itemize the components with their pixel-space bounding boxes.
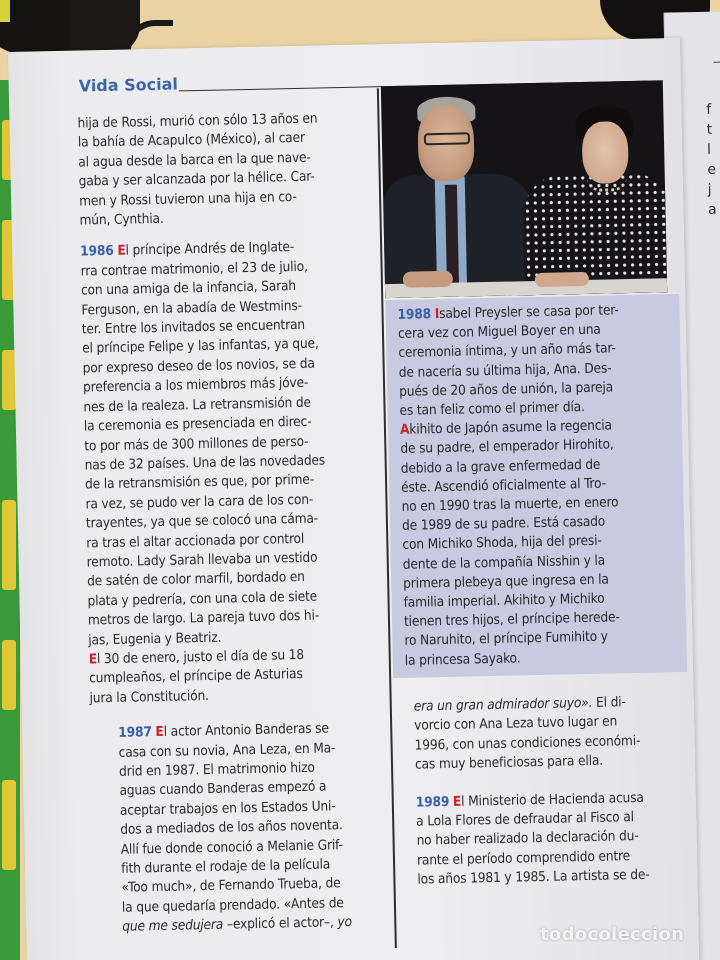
- next-page-fragment: e: [707, 161, 717, 178]
- text-line: ra tras el altar accionada por control: [86, 530, 305, 551]
- next-page-fragment: j: [707, 181, 712, 198]
- photo-preysler-boyer: [381, 80, 667, 298]
- text-line: casa con su novia, Ana Leza, en Ma-: [118, 739, 336, 761]
- photo-figure: [424, 132, 470, 145]
- text-line: no haber realizado la declaración du-: [416, 828, 639, 850]
- text-line: con Michiko Shoda, hija del presi-: [402, 533, 602, 554]
- text-line: [122, 912, 390, 937]
- text-line: familia imperial. Akihito y Michiko: [403, 590, 605, 611]
- italic-quote: era un gran admirador suyo».: [413, 694, 593, 715]
- entry-1989: [416, 787, 694, 890]
- caption-text: [397, 300, 679, 671]
- text-line: dos a mediados de los años noventa.: [120, 817, 343, 839]
- entry-1986: [80, 237, 386, 709]
- section-title: Vida Social: [78, 74, 179, 96]
- background-shape: [2, 780, 16, 870]
- dropcap: E: [117, 243, 126, 260]
- background-shape: [0, 0, 10, 22]
- text-line: «Too much», de Fernando Trueba, de: [121, 875, 341, 897]
- next-page-fragment: t: [706, 121, 713, 138]
- text-line: rra contrae matrimonio, el 23 de julio,: [80, 258, 308, 280]
- text-line: cumpleaños, el príncipe de Asturias: [88, 666, 303, 687]
- next-page-fragment: l: [706, 141, 712, 158]
- text-span: El di-: [592, 694, 626, 711]
- text-line: de nacería su última hija, Ana. Des-: [398, 360, 612, 381]
- dropcap: A: [399, 421, 410, 439]
- text-line: aguas cuando Banderas empezó a: [119, 778, 327, 800]
- text-line: Ferguson, en la abadía de Westmins-: [81, 297, 303, 319]
- text-line: de satén de color marfil, bordado en: [86, 569, 305, 590]
- text-line: por expreso deseo de los novios, se da: [82, 355, 315, 377]
- text-line: tienen tres hijos, el príncipe herede-: [403, 609, 620, 631]
- text-span: kihito de Japón asume la regencia: [409, 417, 613, 438]
- text-line: con una amiga de la infancia, Sarah: [80, 278, 297, 299]
- text-line: de la retransmisión es que, por prime-: [84, 472, 315, 493]
- text-span: sabel Preysler se casa por ter-: [438, 302, 619, 323]
- text-line: jura la Constitución.: [89, 687, 210, 707]
- text-line: la ceremonia es presenciada en direc-: [83, 413, 312, 435]
- year-label: 1988: [397, 306, 432, 323]
- text-line: la princesa Sayako.: [404, 650, 521, 669]
- year-label: 1987: [118, 724, 152, 742]
- entry-1987: [90, 718, 390, 938]
- text-line: mún, Cynthia.: [79, 210, 164, 229]
- text-line: Allí fue donde conoció a Melanie Grif-: [120, 836, 343, 858]
- text-line: la que quedaría prendado. «Antes de: [121, 895, 344, 916]
- dropcap: E: [452, 793, 462, 810]
- left-column: [77, 108, 390, 950]
- text-line: aceptar trabajos en los Estados Uni-: [119, 798, 336, 819]
- text-span: l 30 de enero, justo el día de su 18: [96, 646, 305, 668]
- photo-figure: [582, 121, 629, 184]
- text-line: drid en 1987. El matrimonio hizo: [118, 759, 315, 780]
- text-line: fith durante el rodaje de la película: [120, 856, 331, 877]
- text-line: vorcio con Ana Leza tuvo lugar en: [414, 713, 618, 735]
- text-line: el príncipe Felipe y las infantas, ya que,: [82, 336, 319, 357]
- text-line: rante el período comprendido entre: [416, 847, 631, 869]
- text-line: cera vez con Miguel Boyer en una: [397, 321, 601, 343]
- text-line: de su padre, el emperador Hirohito,: [400, 436, 614, 458]
- text-line: éste. Ascendió oficialmente al Tro-: [401, 475, 607, 496]
- text-line: hija de Rossi, murió con sólo 13 años en: [77, 110, 318, 132]
- text-line: la bahía de Acapulco (México), al caer: [77, 130, 305, 151]
- text-line: remoto. Lady Sarah llevaba un vestido: [86, 549, 318, 571]
- year-label: 1986: [80, 243, 114, 260]
- text-line: nas de 32 países. Una de las novedades: [84, 452, 326, 474]
- text-line: a Lola Flores de defraudar al Fisco al: [416, 809, 635, 830]
- italic-quote: que me sedujera: [122, 916, 224, 936]
- text-line: de 1989 de su padre. Está casado: [401, 513, 606, 535]
- magazine-page: [8, 38, 700, 960]
- photo-figure: [535, 272, 589, 287]
- text-span: l Ministerio de Hacienda acusa: [461, 789, 644, 810]
- text-line: ro Naruhito, el príncipe Fumihito y: [404, 629, 608, 650]
- text-line: men y Rossi tuvieron una hija en co-: [78, 188, 297, 210]
- text-line: nes de la realeza. La retransmisión de: [83, 394, 312, 416]
- dropcap: E: [88, 651, 98, 668]
- text-line: plata y pedrería, con una cola de siete: [87, 588, 318, 610]
- dropcap: I: [434, 306, 440, 323]
- text-line: primera plebeya que ingresa en la: [403, 571, 609, 592]
- italic-quote: yo: [337, 914, 352, 931]
- next-page-rule: [713, 61, 720, 62]
- text-line: preferencia a los miembros más jóve-: [82, 375, 309, 396]
- text-line: to por más de 300 millones de perso-: [84, 433, 309, 454]
- text-line: es tan feliz como el primer día.: [399, 399, 585, 419]
- text-line: al agua desde la barca en la que nave-: [78, 149, 311, 171]
- text-span: –explicó el actor–,: [223, 914, 338, 933]
- photo-figure: [403, 271, 453, 288]
- text-line: dente de la compañía Nisshin y la: [402, 552, 606, 573]
- right-column-bottom: [414, 692, 694, 902]
- paragraph-continuation: [77, 108, 375, 231]
- text-line: los años 1981 y 1985. La artista se de-: [417, 866, 650, 888]
- text-line: ceremonia íntima, y un año más tar-: [398, 340, 616, 362]
- next-page-fragment: f: [706, 101, 712, 118]
- dropcap: E: [155, 724, 164, 741]
- text-line: debido a la grave enfermedad de: [400, 456, 601, 477]
- text-line: ter. Entre los invitados se encuentran: [81, 316, 306, 338]
- watermark: todocoleccion: [540, 924, 685, 945]
- text-line: pués de 20 años de unión, la pareja: [399, 379, 614, 400]
- text-line: cas muy beneficiosas para ella.: [414, 752, 604, 773]
- text-line: trayentes, ya que se colocó una cáma-: [85, 510, 319, 532]
- text-span: l actor Antonio Banderas se: [163, 720, 329, 741]
- photo-figure: [445, 185, 459, 285]
- text-line: jas, Eugenia y Beatriz.: [88, 629, 222, 649]
- entry-1987-continuation: [414, 692, 692, 775]
- background-shape: [2, 500, 16, 590]
- text-line: 1996, con unas condiciones económi-: [414, 732, 641, 754]
- caption-box-1988: [385, 294, 687, 678]
- text-span: l príncipe Andrés de Inglate-: [125, 239, 295, 260]
- year-label: 1989: [415, 793, 450, 811]
- background-shape: [2, 640, 16, 710]
- text-line: no en 1990 tras la muerte, en enero: [401, 494, 619, 515]
- text-line: metros de largo. La pareja tuvo dos hi-: [87, 607, 320, 629]
- text-line: gaba y ser alcanzada por la hélice. Car-: [78, 168, 315, 190]
- text-line: ra vez, se pudo ver la cara de los con-: [85, 491, 314, 513]
- next-page-fragment: a: [707, 201, 717, 218]
